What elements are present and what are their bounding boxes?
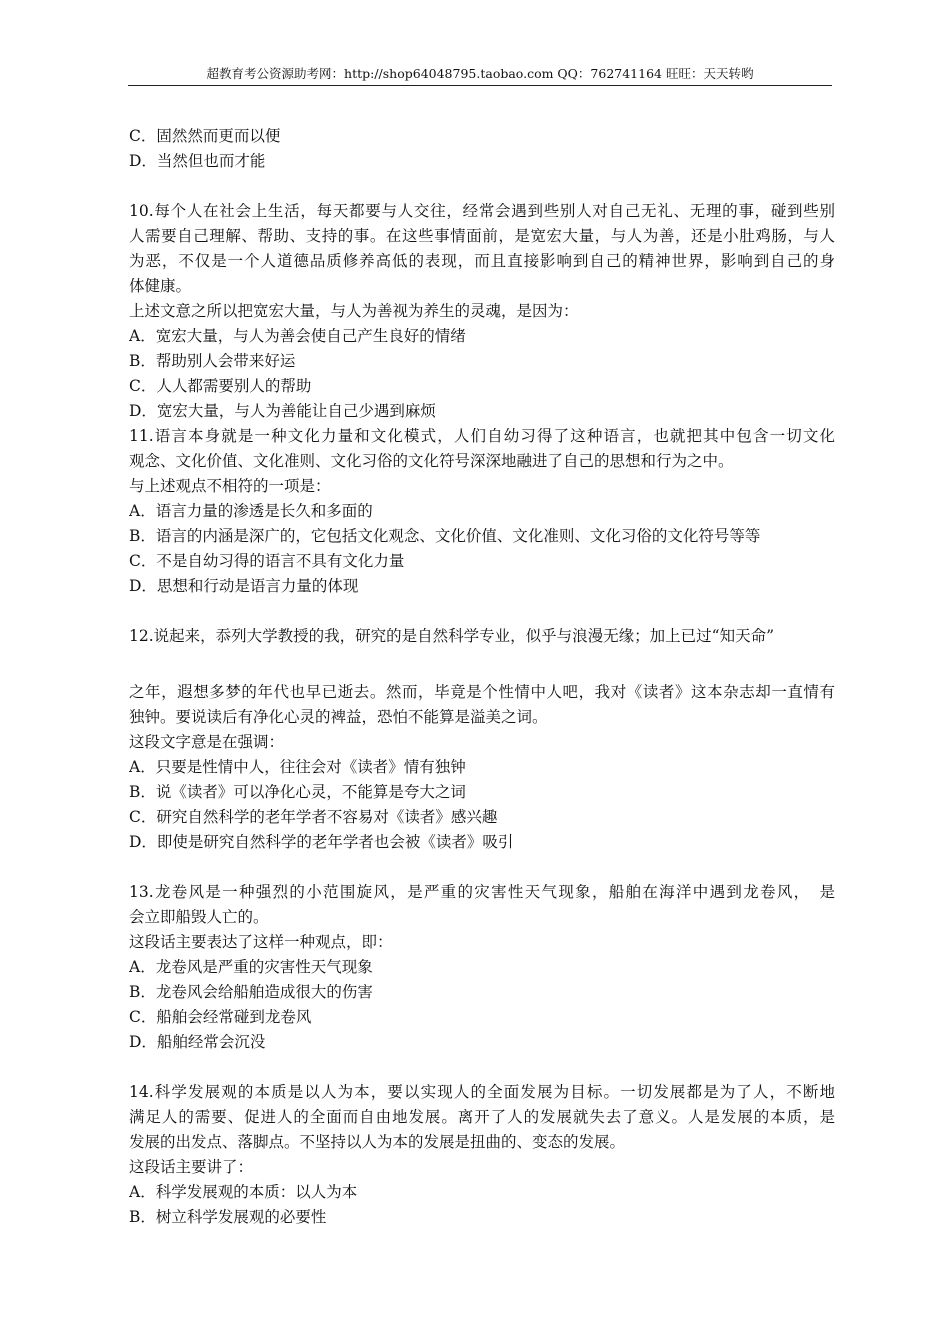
question-stem-line: 观念、文化价值、文化准则、文化习俗的文化符号深深地融进了自己的思想和行为之中。 (129, 452, 734, 470)
question-9-options (129, 124, 835, 174)
option-c: C．不是自幼习得的语言不具有文化力量 (129, 552, 405, 570)
header-text: 超教育考公资源助考网：http://shop64048795.taobao.com QQ：762741164 旺旺：天天转哟 (206, 66, 754, 81)
question-stem-line: 14.科学发展观的本质是以人为本，要以实现人的全面发展为目标。一切发展都是为了人，不断地 (129, 1083, 835, 1101)
question-prompt: 这段文字意是在强调： (129, 733, 285, 751)
document-body (129, 124, 835, 1230)
option-c: C．研究自然科学的老年学者不容易对《读者》感兴趣 (129, 808, 498, 826)
question-stem-line: 12.说起来，忝列大学教授的我，研究的是自然科学专业，似乎与浪漫无缘；加上已过“知天命” (129, 627, 775, 645)
option-c: C．人人都需要别人的帮助 (129, 377, 312, 395)
option-c: C．船舶会经常碰到龙卷风 (129, 1008, 312, 1026)
option-d: D．宽宏大量，与人为善能让自己少遇到麻烦 (129, 402, 436, 420)
question-stem-line: 体健康。 (129, 277, 192, 295)
option-a: A．龙卷风是严重的灾害性天气现象 (129, 958, 373, 976)
page-header (128, 64, 832, 86)
option-b: B．树立科学发展观的必要性 (129, 1208, 327, 1226)
option-d: D．当然但也而才能 (129, 152, 266, 170)
question-stem-line: 发展的出发点、落脚点。不坚持以人为本的发展是扭曲的、变态的发展。 (129, 1133, 626, 1151)
option-a: A．语言力量的渗透是长久和多面的 (129, 502, 373, 520)
question-14 (129, 1080, 835, 1230)
option-d: D．即使是研究自然科学的老年学者也会被《读者》吸引 (129, 833, 514, 851)
question-prompt: 这段话主要讲了： (129, 1158, 254, 1176)
question-stem-line: 满足人的需要、促进人的全面而自由地发展。离开了人的发展就失去了意义。人是发展的本质，是 (129, 1108, 835, 1126)
question-stem-line: 为恶，不仅是一个人道德品质修养高低的表现，而且直接影响到自己的精神世界，影响到自己的身 (129, 252, 835, 270)
option-c: C．固然然而更而以便 (129, 127, 281, 145)
question-stem-line: 会立即船毁人亡的。 (129, 908, 269, 926)
question-prompt: 上述文意之所以把宽宏大量，与人为善视为养生的灵魂，是因为： (129, 302, 579, 320)
question-12 (129, 624, 835, 855)
option-a: A．只要是性情中人，往往会对《读者》情有独钟 (129, 758, 466, 776)
question-10 (129, 199, 835, 424)
option-b: B．帮助别人会带来好运 (129, 352, 296, 370)
question-prompt: 这段话主要表达了这样一种观点，即： (129, 933, 393, 951)
option-b: B．龙卷风会给船舶造成很大的伤害 (129, 983, 373, 1001)
option-d: D．船舶经常会沉没 (129, 1033, 266, 1051)
option-a: A．宽宏大量，与人为善会使自己产生良好的情绪 (129, 327, 466, 345)
question-13 (129, 880, 835, 1055)
option-b: B．语言的内涵是深广的，它包括文化观念、文化价值、文化准则、文化习俗的文化符号等等 (129, 527, 761, 545)
question-stem-line: 独钟。要说读后有净化心灵的裨益，恐怕不能算是溢美之词。 (129, 708, 548, 726)
question-prompt: 与上述观点不相符的一项是： (129, 477, 331, 495)
question-stem-line: 之年，遐想多梦的年代也早已逝去。然而，毕竟是个性情中人吧，我对《读者》这本杂志却一直情有 (129, 683, 835, 701)
option-d: D．思想和行动是语言力量的体现 (129, 577, 359, 595)
question-stem-line: 13.龙卷风是一种强烈的小范围旋风，是严重的灾害性天气现象，船舶在海洋中遇到龙卷风， 是 (129, 883, 835, 901)
question-stem-line: 人需要自己理解、帮助、支持的事。在这些事情面前，是宽宏大量，与人为善，还是小肚鸡肠，与人 (129, 227, 835, 245)
question-11 (129, 424, 835, 599)
question-stem-line: 10.每个人在社会上生活，每天都要与人交往，经常会遇到些别人对自己无礼、无理的事，碰到些别 (129, 202, 835, 220)
option-a: A．科学发展观的本质：以人为本 (129, 1183, 358, 1201)
question-stem-line: 11.语言本身就是一种文化力量和文化模式，人们自幼习得了这种语言，也就把其中包含一切文化 (129, 427, 835, 445)
option-b: B．说《读者》可以净化心灵，不能算是夸大之词 (129, 783, 466, 801)
